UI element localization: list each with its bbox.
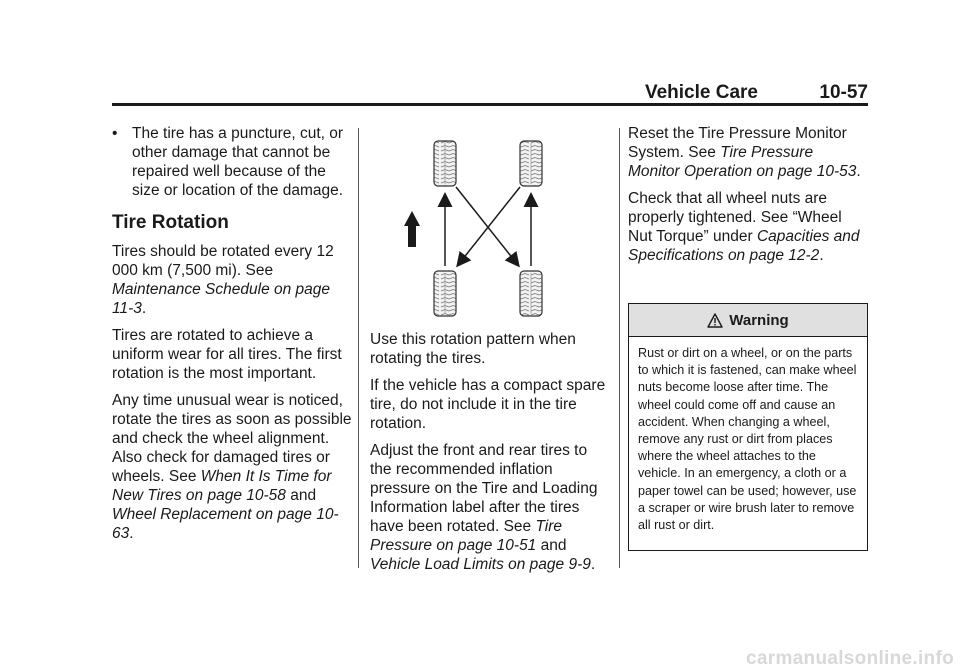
paragraph xyxy=(112,391,352,543)
paragraph xyxy=(112,242,352,318)
column-divider xyxy=(619,128,620,568)
punctuation: . xyxy=(129,525,134,542)
arrow-front-right-to-rear-left xyxy=(458,187,520,265)
paragraph-text: and xyxy=(290,487,317,504)
paragraph-text: Adjust the front and rear tires to the recommended inflation pressure on the Tire and Loading Information label after the tires have been rotated. See xyxy=(370,442,598,535)
warning-triangle-icon xyxy=(707,313,723,328)
page-number: 10-57 xyxy=(819,82,868,103)
warning-body: Rust or dirt on a wheel, or on the parts to which it is fastened, can make wheel nuts become loose after time. The wheel could come off and cause an accident. When changing a wheel, remove any rust or dirt from places where the wheel attaches to the vehicle. In an emergency, a cloth or a paper towel can be used; however, use a scraper or wire brush later to remove all rust or dirt. xyxy=(638,346,857,533)
punctuation: . xyxy=(819,247,824,264)
cross-reference-link[interactable]: Tire Pressure Monitor Operation on page 10-53 xyxy=(628,144,857,180)
paragraph xyxy=(628,124,868,181)
arrow-front-left-to-rear-right xyxy=(456,187,518,265)
warning-title: Warning xyxy=(729,311,789,329)
column-middle xyxy=(370,330,610,582)
tire-rear-right-icon xyxy=(520,271,542,316)
bullet-text: The tire has a puncture, cut, or other damage that cannot be repaired well because of the size or location of the damage. xyxy=(132,125,344,199)
paragraph: Tires are rotated to achieve a uniform wear for all tires. The first rotation is the most important. xyxy=(112,327,342,382)
cross-reference-link[interactable]: Capacities and Specifications on page 12-2 xyxy=(628,228,860,264)
cross-reference-link[interactable]: Tire Pressure on page 10-51 xyxy=(370,518,563,554)
tire-rotation-diagram xyxy=(404,133,584,323)
paragraph-text: and xyxy=(540,537,567,554)
paragraph: If the vehicle has a compact spare tire, do not include it in the tire rotation. xyxy=(370,377,606,432)
punctuation: . xyxy=(141,300,147,317)
tire-front-right-icon xyxy=(520,141,542,186)
warning-box xyxy=(628,303,868,551)
cross-reference-link[interactable]: When It Is Time for New Tires on page 10-58 xyxy=(112,468,332,504)
paragraph xyxy=(370,441,610,574)
punctuation: . xyxy=(856,163,861,180)
cross-reference-link[interactable]: Wheel Replacement on page 10-63 xyxy=(112,506,339,542)
punctuation: . xyxy=(590,556,596,573)
header-rule xyxy=(112,103,868,106)
paragraph-text: Reset the Tire Pressure Monitor System. See xyxy=(628,125,847,161)
column-divider xyxy=(358,128,359,568)
front-direction-arrow-icon xyxy=(404,211,420,247)
tire-front-left-icon xyxy=(434,141,456,186)
watermark-text: carmanualsonline.info xyxy=(746,648,954,669)
paragraph-text: Any time unusual wear is noticed, rotate the tires as soon as possible and check the wheel alignment. Also check for damaged tires or wheels. See xyxy=(112,392,352,485)
paragraph xyxy=(628,189,868,265)
warning-header xyxy=(629,304,867,337)
column-left xyxy=(112,124,352,551)
paragraph-text: Tires should be rotated every 12 000 km (7,500 mi). See xyxy=(112,243,334,279)
bullet-item xyxy=(112,124,352,200)
column-right xyxy=(628,124,868,273)
cross-reference-link[interactable]: Maintenance Schedule on page 11-3 xyxy=(112,281,331,317)
page-header xyxy=(112,80,868,104)
paragraph-text: Check that all wheel nuts are properly tightened. See “Wheel Nut Torque” under xyxy=(628,190,842,245)
paragraph: Use this rotation pattern when rotating the tires. xyxy=(370,331,576,367)
section-title: Vehicle Care xyxy=(644,82,758,103)
cross-reference-link[interactable]: Vehicle Load Limits on page 9-9 xyxy=(370,556,591,573)
bullet-dot-icon: • xyxy=(112,125,118,142)
section-heading: Tire Rotation xyxy=(112,212,229,233)
tire-rear-left-icon xyxy=(434,271,456,316)
